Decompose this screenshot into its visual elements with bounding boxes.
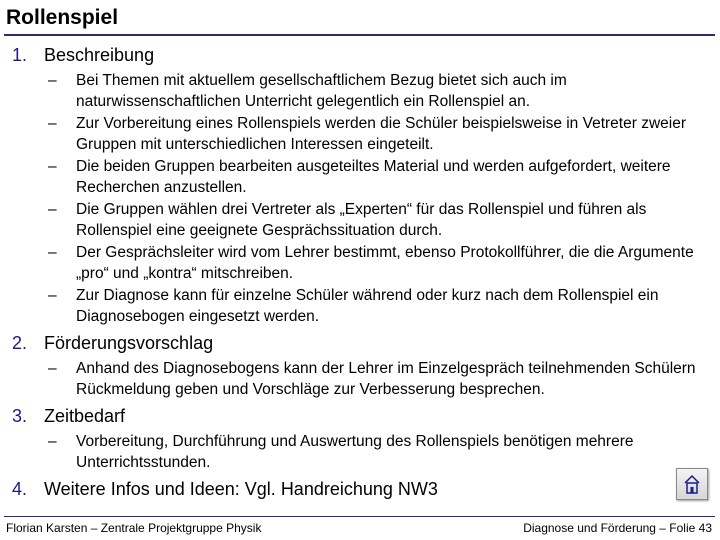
bullet-text: Die beiden Gruppen bearbeiten ausgeteiltes Material und werden aufgefordert, weitere Recherchen anzustellen. — [76, 158, 671, 196]
section-number: 3. — [12, 406, 28, 426]
section-title: Weitere Infos und Ideen: Vgl. Handreichung NW3 — [44, 479, 438, 499]
section-heading — [0, 478, 720, 500]
bullet-dash: – — [48, 287, 57, 304]
home-icon — [682, 473, 702, 495]
section-weitere-infos — [0, 478, 720, 500]
section-number: 1. — [12, 45, 28, 65]
section-foerderungsvorschlag — [0, 332, 720, 400]
slide-content — [0, 44, 720, 500]
bullet-dash: – — [48, 115, 57, 132]
bullet-text: Anhand des Diagnosebogens kann der Lehrer im Einzelgespräch teilnehmenden Schülern Rückmeldung geben und Vorschläge zur Verbesserung besprechen. — [76, 360, 696, 398]
bullet-item — [0, 242, 720, 284]
section-title: Beschreibung — [44, 45, 155, 65]
bullet-item — [0, 431, 720, 473]
section-number: 2. — [12, 333, 28, 353]
bullet-item — [0, 113, 720, 155]
bullet-text: Vorbereitung, Durchführung und Auswertung des Rollenspiels benötigen mehrere Unterrichtsstunden. — [76, 433, 634, 471]
bullet-dash: – — [48, 72, 57, 89]
bullet-text: Der Gesprächsleiter wird vom Lehrer bestimmt, ebenso Protokollführer, die die Argumente „pro“ und „kontra“ mitschreiben. — [76, 244, 694, 282]
section-heading — [0, 405, 720, 427]
section-beschreibung — [0, 44, 720, 327]
section-zeitbedarf — [0, 405, 720, 473]
bullet-text: Zur Vorbereitung eines Rollenspiels werden die Schüler beispielsweise in Vetreter zweier Gruppen mit unterschiedlichen Interessen eingeteilt. — [76, 115, 686, 153]
footer-author: Florian Karsten – Zentrale Projektgruppe Physik — [6, 521, 262, 535]
bullet-item — [0, 358, 720, 400]
bullet-item — [0, 156, 720, 198]
footer-slide-info: Diagnose und Förderung – Folie 43 — [523, 521, 712, 535]
bullet-text: Bei Themen mit aktuellem gesellschaftlichem Bezug bietet sich auch im naturwissenschaftlichen Unterricht gelegentlich ein Rollenspiel an. — [76, 72, 567, 110]
bullet-item — [0, 199, 720, 241]
bullet-list — [0, 358, 720, 400]
bullet-item — [0, 285, 720, 327]
section-number: 4. — [12, 479, 28, 499]
section-heading — [0, 44, 720, 66]
section-title: Zeitbedarf — [44, 406, 126, 426]
bullet-text: Zur Diagnose kann für einzelne Schüler während oder kurz nach dem Rollenspiel ein Diagnosebogen eingesetzt werden. — [76, 287, 659, 325]
bullet-dash: – — [48, 158, 57, 175]
section-title: Förderungsvorschlag — [44, 333, 214, 353]
footer-divider — [4, 516, 715, 517]
bullet-dash: – — [48, 433, 57, 450]
slide-title: Rollenspiel — [6, 6, 119, 29]
bullet-dash: – — [48, 201, 57, 218]
title-divider — [4, 34, 715, 36]
bullet-text: Die Gruppen wählen drei Vertreter als „Experten“ für das Rollenspiel und führen als Rollenspiel eine geeignete Gesprächssituation durch. — [76, 201, 647, 239]
bullet-dash: – — [48, 360, 57, 377]
bullet-list — [0, 431, 720, 473]
bullet-dash: – — [48, 244, 57, 261]
home-button[interactable] — [676, 468, 708, 500]
bullet-item — [0, 70, 720, 112]
section-heading — [0, 332, 720, 354]
bullet-list — [0, 70, 720, 327]
